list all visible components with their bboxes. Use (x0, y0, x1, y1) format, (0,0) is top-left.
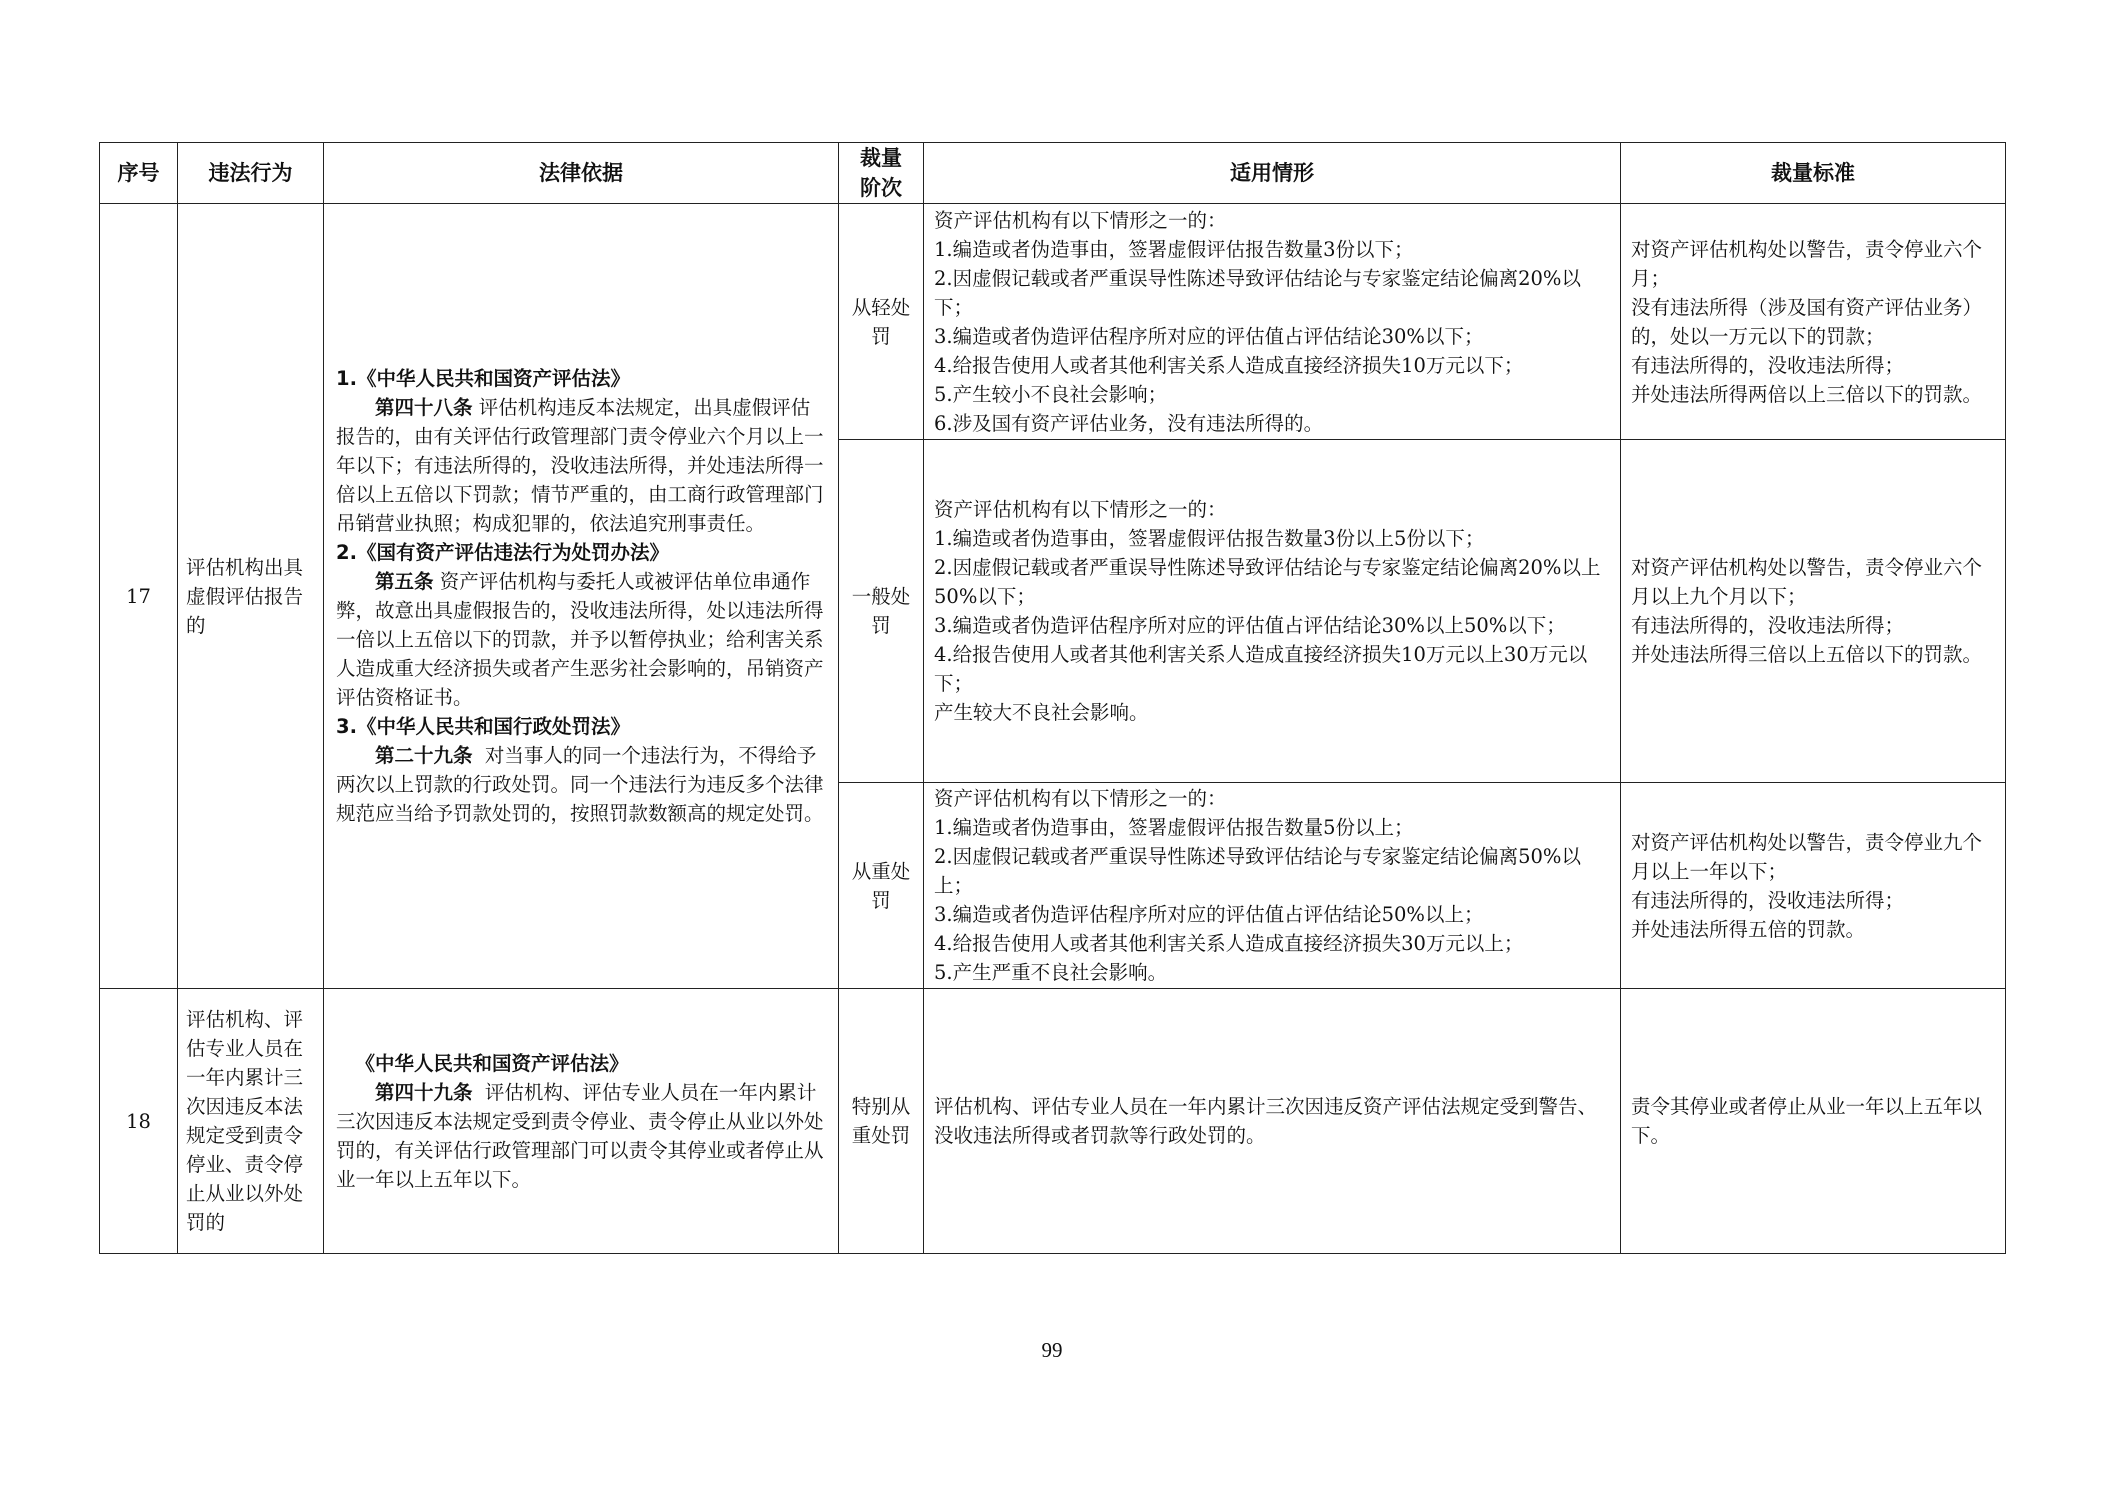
penalty-level: 从重处罚 (839, 783, 924, 989)
violation-act: 评估机构、评估专业人员在一年内累计三次因违反本法规定受到责令停业、责令停止从业以外处罚的 (178, 989, 324, 1254)
header-law: 法律依据 (324, 143, 839, 204)
law-article (336, 393, 826, 538)
applicable-conditions (924, 204, 1621, 440)
penalty-standard (1621, 204, 2006, 440)
law-title: 《中华人民共和国资产评估法》 (355, 1051, 629, 1075)
header-cond: 适用情形 (924, 143, 1621, 204)
applicable-conditions (924, 989, 1621, 1254)
std-line: 对资产评估机构处以警告，责令停业六个月； (1631, 237, 1983, 290)
article-no: 第四十八条 (375, 396, 473, 419)
law-article (336, 741, 826, 828)
cond-line: 3.编造或者伪造评估程序所对应的评估值占评估结论30%以上50%以下； (934, 614, 1566, 637)
article-text: 评估机构、评估专业人员在一年内累计三次因违反本法规定受到责令停业、责令停止从业以外处罚的，有关评估行政管理部门可以责令其停业或者停止从业一年以上五年以下。 (336, 1080, 824, 1191)
applicable-conditions (924, 440, 1621, 783)
cond-line: 3.编造或者伪造评估程序所对应的评估值占评估结论50%以上； (934, 903, 1484, 926)
std-line: 有违法所得的，没收违法所得； (1631, 614, 1905, 637)
cond-line: 2.因虚假记载或者严重误导性陈述导致评估结论与专家鉴定结论偏离20%以上50%以下； (934, 556, 1601, 608)
article-no: 第五条 (375, 570, 434, 593)
cond-line: 1.编造或者伪造事由，签署虚假评估报告数量3份以下； (934, 237, 1414, 261)
penalty-level: 从轻处罚 (839, 204, 924, 440)
header-row (100, 143, 2006, 204)
law-title: 2.《国有资产评估违法行为处罚办法》 (336, 541, 669, 564)
table-row (100, 204, 2006, 440)
std-line: 有违法所得的，没收违法所得； (1631, 888, 1905, 912)
std-line: 并处违法所得五倍的罚款。 (1631, 917, 1866, 941)
penalty-level: 特别从重处罚 (839, 989, 924, 1254)
header-level: 裁量阶次 (839, 143, 924, 204)
penalty-standard (1621, 440, 2006, 783)
cond-line: 4.给报告使用人或者其他利害关系人造成直接经济损失10万元以上30万元以下； (934, 643, 1588, 695)
std-line: 并处违法所得三倍以上五倍以下的罚款。 (1631, 643, 1983, 666)
row-number: 17 (100, 204, 178, 989)
header-std: 裁量标准 (1621, 143, 2006, 204)
cond-line: 资产评估机构有以下情形之一的： (934, 787, 1227, 810)
law-article (336, 1078, 826, 1194)
article-text: 资产评估机构与委托人或被评估单位串通作弊，故意出具虚假报告的，没收违法所得，处以违法所得一倍以上五倍以下的罚款，并予以暂停执业；给利害关系人造成重大经济损失或者产生恶劣社会影响的，吊销资产评估资格证书。 (336, 570, 824, 709)
cond-line: 6.涉及国有资产评估业务，没有违法所得的。 (934, 411, 1324, 435)
law-title: 1.《中华人民共和国资产评估法》 (336, 367, 630, 390)
penalty-table (99, 142, 2006, 1254)
penalty-standard (1621, 783, 2006, 989)
cond-line: 2.因虚假记载或者严重误导性陈述导致评估结论与专家鉴定结论偏离50%以上； (934, 845, 1581, 897)
std-line: 对资产评估机构处以警告，责令停业六个月以上九个月以下； (1631, 556, 1983, 608)
legal-basis (324, 204, 839, 989)
cond-line: 1.编造或者伪造事由，签署虚假评估报告数量5份以上； (934, 816, 1414, 839)
table-row (100, 989, 2006, 1254)
cond-line: 评估机构、评估专业人员在一年内累计三次因违反资产评估法规定受到警告、没收违法所得或者罚款等行政处罚的。 (934, 1095, 1598, 1147)
cond-line: 资产评估机构有以下情形之一的： (934, 498, 1227, 521)
header-no: 序号 (100, 143, 178, 204)
cond-line: 5.产生严重不良社会影响。 (934, 961, 1168, 984)
std-line: 有违法所得的，没收违法所得； (1631, 353, 1905, 377)
header-act: 违法行为 (178, 143, 324, 204)
cond-line: 资产评估机构有以下情形之一的： (934, 208, 1227, 232)
article-no: 第二十九条 (375, 744, 473, 767)
std-line: 责令其停业或者停止从业一年以上五年以下。 (1631, 1095, 1983, 1147)
page-number: 99 (1041, 1338, 1063, 1362)
row-number: 18 (100, 989, 178, 1254)
std-line: 并处违法所得两倍以上三倍以下的罚款。 (1631, 382, 1983, 406)
cond-line: 1.编造或者伪造事由，签署虚假评估报告数量3份以上5份以下； (934, 527, 1485, 550)
cond-line: 4.给报告使用人或者其他利害关系人造成直接经济损失30万元以上； (934, 932, 1524, 955)
article-no: 第四十九条 (375, 1080, 473, 1104)
cond-line: 产生较大不良社会影响。 (934, 701, 1149, 724)
cond-line: 3.编造或者伪造评估程序所对应的评估值占评估结论30%以下； (934, 324, 1484, 348)
cond-line: 4.给报告使用人或者其他利害关系人造成直接经济损失10万元以下； (934, 353, 1524, 377)
article-text: 评估机构违反本法规定，出具虚假评估报告的，由有关评估行政管理部门责令停业六个月以上一年以下；有违法所得的，没收违法所得，并处违法所得一倍以上五倍以下罚款；情节严重的，由工商行政管理部门吊销营业执照；构成犯罪的，依法追究刑事责任。 (336, 396, 824, 535)
legal-basis (324, 989, 839, 1254)
cond-line: 2.因虚假记载或者严重误导性陈述导致评估结论与专家鉴定结论偏离20%以下； (934, 266, 1581, 319)
cond-line: 5.产生较小不良社会影响； (934, 382, 1168, 406)
penalty-standard (1621, 989, 2006, 1254)
std-line: 没有违法所得（涉及国有资产评估业务）的，处以一万元以下的罚款； (1631, 295, 1983, 348)
applicable-conditions (924, 783, 1621, 989)
violation-act: 评估机构出具虚假评估报告的 (178, 204, 324, 989)
std-line: 对资产评估机构处以警告，责令停业九个月以上一年以下； (1631, 830, 1983, 883)
law-title: 3.《中华人民共和国行政处罚法》 (336, 715, 630, 738)
penalty-level: 一般处罚 (839, 440, 924, 783)
article-text: 对当事人的同一个违法行为，不得给予两次以上罚款的行政处罚。同一个违法行为违反多个法律规范应当给予罚款处罚的，按照罚款数额高的规定处罚。 (336, 744, 824, 825)
law-article (336, 567, 826, 712)
